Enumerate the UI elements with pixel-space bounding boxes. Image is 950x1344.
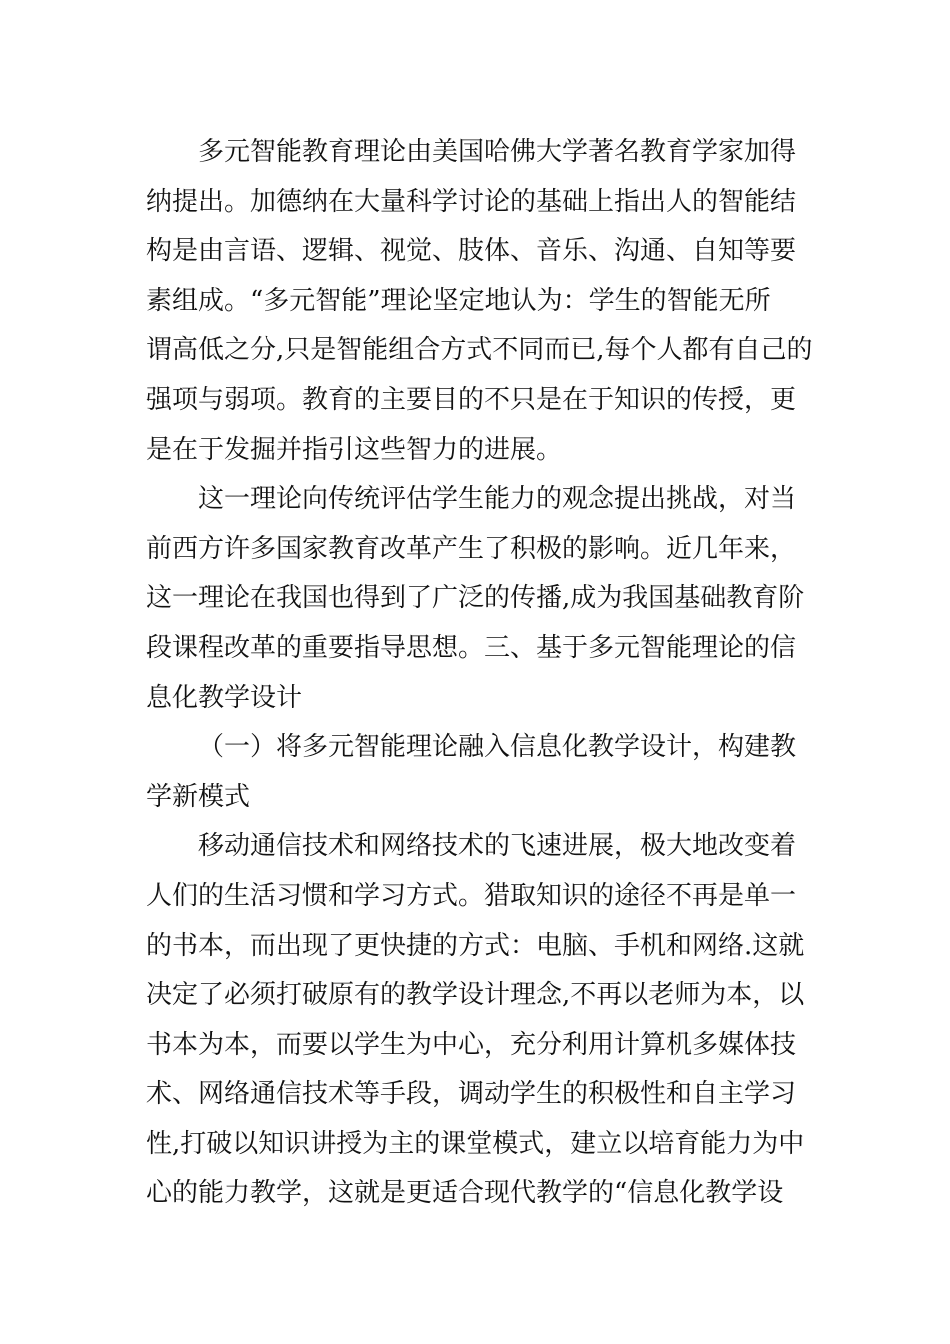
text-line: （一）将多元智能理论融入信息化教学设计，构建教	[198, 732, 797, 763]
text-line: 前西方许多国家教育改革产生了积极的影响。近几年来，	[146, 533, 797, 564]
text-line: 书本为本，而要以学生为中心，充分利用计算机多媒体技	[146, 1029, 797, 1060]
text-line: 的书本，而出现了更快捷的方式：电脑、手机和网络.这就	[146, 930, 805, 961]
paragraph-3	[146, 822, 806, 1219]
text-line: 谓高低之分,只是智能组合方式不同而已,每个人都有自己的	[146, 335, 813, 366]
text-line: 性,打破以知识讲授为主的课堂模式，建立以培育能力为中	[146, 1128, 805, 1159]
text-line: 移动通信技术和网络技术的飞速进展，极大地改变着	[198, 831, 797, 862]
text-line: 这一理论向传统评估学生能力的观念提出挑战，对当	[198, 484, 797, 515]
text-line: 息化教学设计	[146, 682, 303, 713]
text-line: 人们的生活习惯和学习方式。猎取知识的途径不再是单一	[146, 880, 797, 911]
text-line: 这一理论在我国也得到了广泛的传播,成为我国基础教育阶	[146, 583, 805, 614]
text-line: 强项与弱项。教育的主要目的不只是在于知识的传授，更	[146, 384, 797, 415]
text-line: 多元智能教育理论由美国哈佛大学著名教育学家加得	[198, 137, 797, 167]
paragraph-1	[146, 128, 813, 475]
text-line: 段课程改革的重要指导思想。三、基于多元智能理论的信	[146, 632, 797, 663]
text-line: 素组成。“多元智能”理论坚定地认为：学生的智能无所	[146, 285, 771, 316]
text-line: 术、网络通信技术等手段，调动学生的积极性和自主学习	[146, 1079, 797, 1110]
document-body	[146, 128, 813, 1219]
section-heading	[146, 723, 806, 822]
text-line: 决定了必须打破原有的教学设计理念,不再以老师为本，以	[146, 980, 805, 1011]
text-line: 构是由言语、逻辑、视觉、肢体、音乐、沟通、自知等要	[146, 236, 797, 267]
text-line: 是在于发掘并指引这些智力的进展。	[146, 434, 563, 465]
text-line: 心的能力教学，这就是更适合现代教学的“信息化教学设	[146, 1178, 784, 1209]
text-line: 学新模式	[146, 781, 251, 812]
text-line: 纳提出。加德纳在大量科学讨论的基础上指出人的智能结	[146, 186, 797, 217]
paragraph-2	[146, 475, 806, 723]
